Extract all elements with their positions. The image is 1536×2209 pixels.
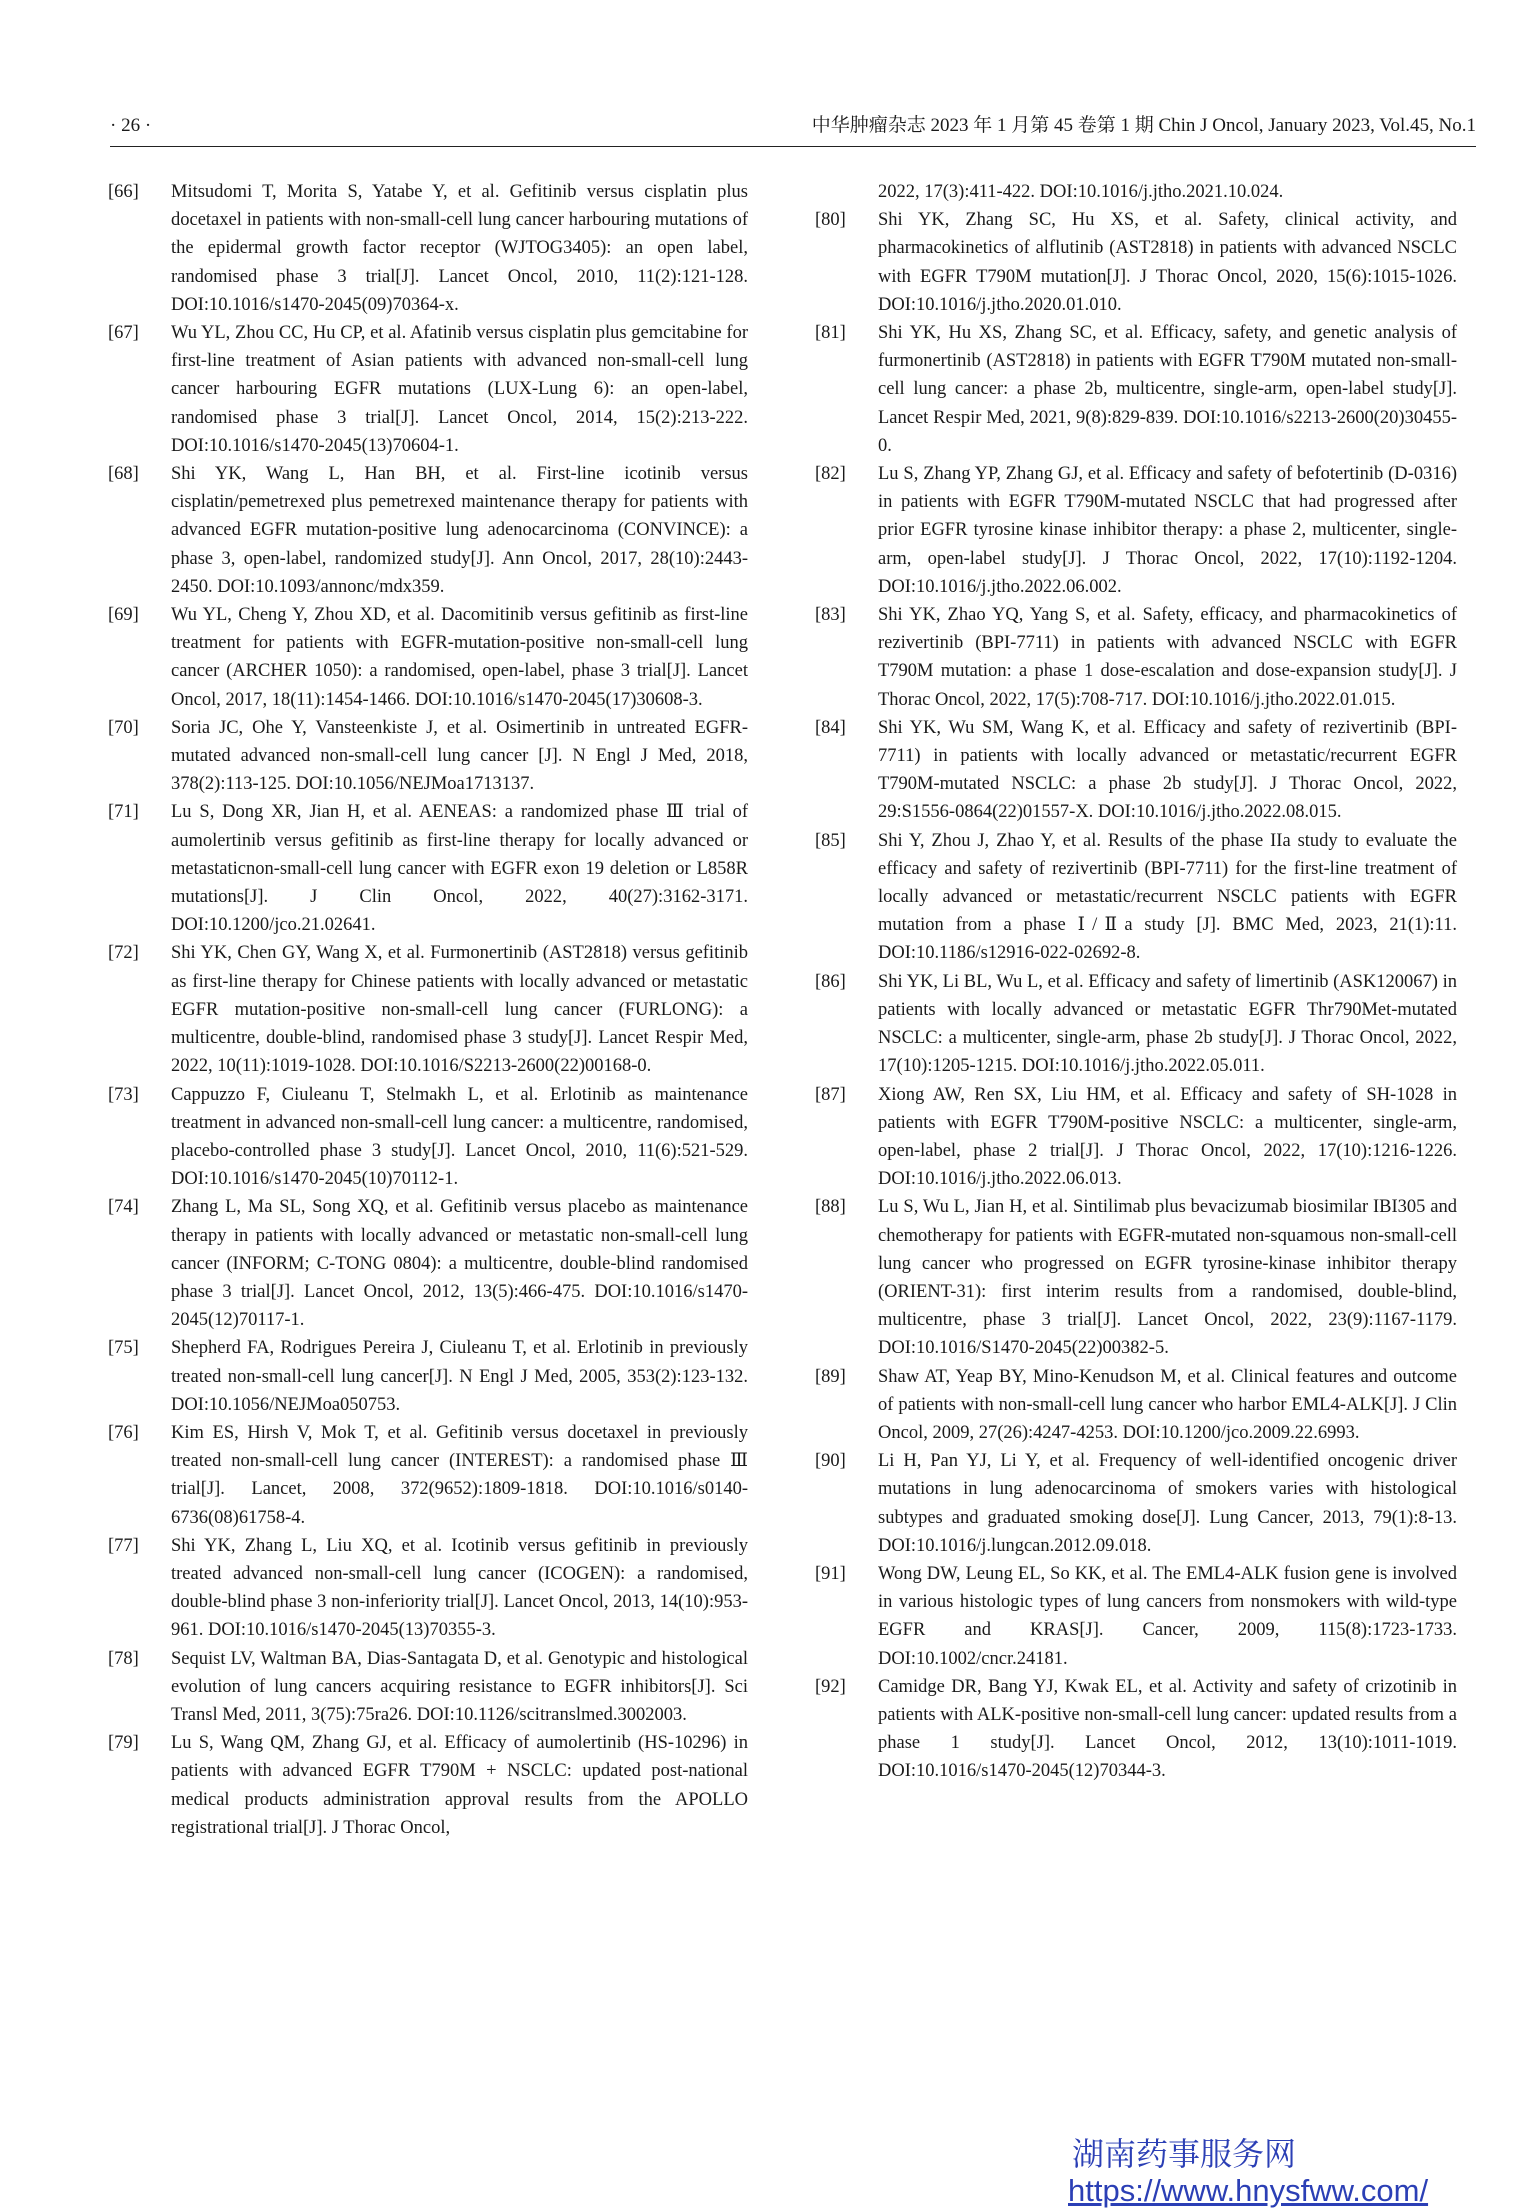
watermark-site-name: 湖南药事服务网 — [1072, 2135, 1297, 2173]
reference-column-right — [815, 178, 1457, 1786]
reference-entry — [108, 601, 748, 714]
reference-entry — [108, 460, 748, 601]
reference-number: [67] — [108, 323, 139, 344]
reference-entry — [815, 1193, 1457, 1362]
reference-text: Wong DW, Leung EL, So KK, et al. The EML4-ALK fusion gene is involved in various histologic types of lung cancers from nonsmokers with wild-type EGFR and KRAS[J]. Cancer, 2009, 115(8):1723-1733. DOI:10.1002/cncr.24181. — [878, 1563, 1457, 1669]
reference-entry — [108, 714, 748, 799]
reference-entry — [815, 1363, 1457, 1448]
reference-number: [85] — [815, 830, 846, 851]
reference-number: [73] — [108, 1084, 139, 1105]
reference-entry — [108, 1334, 748, 1419]
reference-entry — [108, 1193, 748, 1334]
reference-number: [86] — [815, 971, 846, 992]
reference-number: [76] — [108, 1422, 139, 1443]
reference-number: [70] — [108, 717, 139, 738]
reference-number: [74] — [108, 1197, 139, 1218]
reference-text: Shi YK, Wu SM, Wang K, et al. Efficacy and safety of rezivertinib (BPI-7711) in patients with locally advanced or metastatic/recurrent EGFR T790M-mutated NSCLC: a phase 2b study[J]. J Thorac Oncol, 2022, 29:S1556-0864(22)01557-X. DOI:10.1016/j.jtho.2022.08.015. — [878, 717, 1457, 823]
reference-text: Sequist LV, Waltman BA, Dias-Santagata D, et al. Genotypic and histological evolution of lung cancers acquiring resistance to EGFR inhibitors[J]. Sci Transl Med, 2011, 3(75):75ra26. DOI:10.1126/scitranslmed.3002003. — [171, 1648, 748, 1725]
reference-text: Shi YK, Zhao YQ, Yang S, et al. Safety, efficacy, and pharmacokinetics of rezivertinib (BPI-7711) in patients with advanced NSCLC with EGFR T790M mutation: a phase 1 dose-escalation and dose-expansion study[J]. J Thorac Oncol, 2022, 17(5):708-717. DOI:10.1016/j.jtho.2022.01.015. — [878, 605, 1457, 710]
watermark-url-link[interactable]: https://www.hnysfww.com/ — [1068, 2173, 1429, 2208]
reference-text: Lu S, Wang QM, Zhang GJ, et al. Efficacy of aumolertinib (HS-10296) in patients with advanced EGFR T790M + NSCLC: updated post-national medical products administration approval results from the APOLLO registrational trial[J]. J Thorac Oncol, — [171, 1733, 748, 1838]
reference-entry — [108, 1645, 748, 1730]
reference-column-left — [108, 178, 748, 1842]
reference-number: [87] — [815, 1084, 846, 1105]
reference-number: [83] — [815, 605, 846, 626]
reference-number: [81] — [815, 323, 846, 344]
reference-text: Wu YL, Zhou CC, Hu CP, et al. Afatinib versus cisplatin plus gemcitabine for first-line treatment of Asian patients with advanced non-small-cell lung cancer harbouring EGFR mutations (LUX-Lung 6): an open-label, randomised phase 3 trial[J]. Lancet Oncol, 2014, 15(2):213-222. DOI:10.1016/s1470-2045(13)70604-1. — [171, 323, 748, 456]
reference-entry — [108, 1532, 748, 1645]
reference-text: Lu S, Zhang YP, Zhang GJ, et al. Efficacy and safety of befotertinib (D-0316) in patients with EGFR T790M-mutated NSCLC that had progressed after prior EGFR tyrosine kinase inhibitor therapy: a phase 2, multicenter, single-arm, open-label study[J]. J Thorac Oncol, 2022, 17(10):1192-1204. DOI:10.1016/j.jtho.2022.06.002. — [878, 464, 1457, 597]
reference-text: Xiong AW, Ren SX, Liu HM, et al. Efficacy and safety of SH-1028 in patients with EGFR T790M-positive NSCLC: a multicenter, single-arm, open-label, phase 2 trial[J]. J Thorac Oncol, 2022, 17(10):1216-1226. DOI:10.1016/j.jtho.2022.06.013. — [878, 1084, 1457, 1190]
reference-entry — [815, 1081, 1457, 1194]
reference-text: Lu S, Dong XR, Jian H, et al. AENEAS: a randomized phase Ⅲ trial of aumolertinib versus gefitinib as first-line therapy for locally advanced or metastaticnon-small-cell lung cancer with EGFR exon 19 deletion or L858R mutations[J]. J Clin Oncol, 2022, 40(27):3162-3171. DOI:10.1200/jco.21.02641. — [171, 802, 748, 936]
reference-entry — [815, 968, 1457, 1081]
reference-text: Kim ES, Hirsh V, Mok T, et al. Gefitinib versus docetaxel in previously treated non-small-cell lung cancer (INTEREST): a randomised phase Ⅲ trial[J]. Lancet, 2008, 372(9652):1809-1818. DOI:10.1016/s0140-6736(08)61758-4. — [171, 1422, 748, 1528]
reference-number: [78] — [108, 1648, 139, 1669]
reference-number: [82] — [815, 464, 846, 485]
running-header — [110, 112, 1476, 140]
reference-number: [92] — [815, 1676, 846, 1697]
reference-number: [66] — [108, 182, 139, 202]
header-rule — [110, 146, 1476, 147]
reference-continuation: 2022, 17(3):411-422. DOI:10.1016/j.jtho.2021.10.024. — [878, 182, 1284, 202]
reference-text: Li H, Pan YJ, Li Y, et al. Frequency of well-identified oncogenic driver mutations in lung adenocarcinoma of smokers varies with histological subtypes and graduated smoking dose[J]. Lung Cancer, 2013, 79(1):8-13. DOI:10.1016/j.lungcan.2012.09.018. — [878, 1451, 1457, 1556]
reference-number: [89] — [815, 1366, 846, 1387]
reference-text: Zhang L, Ma SL, Song XQ, et al. Gefitinib versus placebo as maintenance therapy in patients with locally advanced or metastatic non-small-cell lung cancer (INFORM; C-TONG 0804): a multicentre, double-blind randomised phase 3 trial[J]. Lancet Oncol, 2012, 13(5):466-475. DOI:10.1016/s1470-2045(12)70117-1. — [171, 1197, 748, 1331]
reference-entry — [815, 206, 1457, 319]
reference-entry — [108, 1081, 748, 1194]
reference-entry — [815, 460, 1457, 601]
reference-text: Shi YK, Chen GY, Wang X, et al. Furmonertinib (AST2818) versus gefitinib as first-line therapy for Chinese patients with locally advanced or metastatic EGFR mutation-positive non-small-cell lung cancer (FURLONG): a multicentre, double-blind, randomised phase 3 study[J]. Lancet Respir Med, 2022, 10(11):1019-1028. DOI:10.1016/S2213-2600(22)00168-0. — [171, 943, 748, 1077]
reference-entry — [815, 601, 1457, 714]
reference-number: [84] — [815, 717, 846, 738]
reference-number: [75] — [108, 1338, 139, 1359]
reference-number: [71] — [108, 802, 139, 823]
reference-text: Wu YL, Cheng Y, Zhou XD, et al. Dacomitinib versus gefitinib as first-line treatment for patients with EGFR-mutation-positive non-small-cell lung cancer (ARCHER 1050): a randomised, open-label, phase 3 trial[J]. Lancet Oncol, 2017, 18(11):1454-1466. DOI:10.1016/s1470-2045(17)30608-3. — [171, 605, 748, 710]
reference-entry — [815, 1447, 1457, 1560]
reference-number: [68] — [108, 464, 139, 485]
reference-text: Shi YK, Li BL, Wu L, et al. Efficacy and safety of limertinib (ASK120067) in patients with locally advanced or metastatic EGFR Thr790Met-mutated NSCLC: a multicenter, single-arm, phase 2b study[J]. J Thorac Oncol, 2022, 17(10):1205-1215. DOI:10.1016/j.jtho.2022.05.011. — [878, 971, 1457, 1077]
reference-entry — [108, 798, 748, 939]
reference-entry — [108, 319, 748, 460]
reference-text: Shi YK, Hu XS, Zhang SC, et al. Efficacy, safety, and genetic analysis of furmonertinib (AST2818) in patients with EGFR T790M mutated non-small-cell lung cancer: a phase 2b, multicentre, single-arm, open-label study[J]. Lancet Respir Med, 2021, 9(8):829-839. DOI:10.1016/s2213-2600(20)30455-0. — [878, 323, 1457, 456]
page-number: · 26 · — [110, 115, 152, 136]
reference-entry — [815, 319, 1457, 460]
reference-entry — [108, 1419, 748, 1532]
reference-number: [72] — [108, 943, 139, 964]
reference-entry — [815, 1673, 1457, 1786]
reference-number: [69] — [108, 605, 139, 626]
site-watermark — [1068, 2135, 1468, 2209]
reference-entry — [815, 827, 1457, 968]
reference-text: Shepherd FA, Rodrigues Pereira J, Ciuleanu T, et al. Erlotinib in previously treated non-small-cell lung cancer[J]. N Engl J Med, 2005, 353(2):123-132. DOI:10.1056/NEJMoa050753. — [171, 1338, 748, 1415]
reference-entry — [108, 1729, 748, 1842]
reference-text: Cappuzzo F, Ciuleanu T, Stelmakh L, et al. Erlotinib as maintenance treatment in advanced non-small-cell lung cancer: a multicentre, randomised, placebo-controlled phase 3 study[J]. Lancet Oncol, 2010, 11(6):521-529. DOI:10.1016/s1470-2045(10)70112-1. — [171, 1084, 748, 1190]
reference-number: [77] — [108, 1535, 139, 1556]
reference-entry — [815, 1560, 1457, 1673]
reference-text: Shaw AT, Yeap BY, Mino-Kenudson M, et al. Clinical features and outcome of patients with non-small-cell lung cancer who harbor EML4-ALK[J]. J Clin Oncol, 2009, 27(26):4247-4253. DOI:10.1200/jco.2009.22.6993. — [878, 1366, 1457, 1443]
reference-text: Soria JC, Ohe Y, Vansteenkiste J, et al. Osimertinib in untreated EGFR-mutated advanced non-small-cell lung cancer [J]. N Engl J Med, 2018, 378(2):113-125. DOI:10.1056/NEJMoa1713137. — [171, 717, 748, 795]
reference-text: Shi Y, Zhou J, Zhao Y, et al. Results of the phase IIa study to evaluate the efficacy and safety of rezivertinib (BPI-7711) for the first-line treatment of locally advanced or metastatic/recurrent NSCLC patients with EGFR mutation from a phase Ⅰ/Ⅱa study [J]. BMC Med, 2023, 21(1):11. DOI:10.1186/s12916-022-02692-8. — [878, 830, 1457, 964]
reference-number: [80] — [815, 210, 846, 231]
reference-text: Camidge DR, Bang YJ, Kwak EL, et al. Activity and safety of crizotinib in patients with ALK-positive non-small-cell lung cancer: updated results from a phase 1 study[J]. Lancet Oncol, 2012, 13(10):1011-1019. DOI:10.1016/s1470-2045(12)70344-3. — [878, 1676, 1457, 1782]
reference-entry — [815, 714, 1457, 827]
journal-citation: 中华肿瘤杂志 2023 年 1 月第 45 卷第 1 期 Chin J Oncol, January 2023, Vol.45, No.1 — [811, 115, 1476, 136]
reference-number: [90] — [815, 1451, 846, 1472]
reference-text: Mitsudomi T, Morita S, Yatabe Y, et al. Gefitinib versus cisplatin plus docetaxel in patients with non-small-cell lung cancer harbouring mutations of the epidermal growth factor receptor (WJTOG3405): an open label, randomised phase 3 trial[J]. Lancet Oncol, 2010, 11(2):121-128. DOI:10.1016/s1470-2045(09)70364-x. — [171, 182, 748, 315]
reference-text: Shi YK, Wang L, Han BH, et al. First-line icotinib versus cisplatin/pemetrexed plus pemetrexed maintenance therapy for patients with advanced EGFR mutation-positive lung adenocarcinoma (CONVINCE): a phase 3, open-label, randomized study[J]. Ann Oncol, 2017, 28(10):2443-2450. DOI:10.1093/annonc/mdx359. — [171, 464, 748, 597]
reference-number: [79] — [108, 1733, 139, 1754]
reference-entry — [108, 939, 748, 1080]
reference-entry — [108, 178, 748, 319]
reference-number: [88] — [815, 1197, 846, 1218]
reference-text: Lu S, Wu L, Jian H, et al. Sintilimab plus bevacizumab biosimilar IBI305 and chemotherapy for patients with EGFR-mutated non-squamous non-small-cell lung cancer who progressed on EGFR tyrosine-kinase inhibitor therapy (ORIENT-31): first interim results from a randomised, double-blind, multicentre, phase 3 trial[J]. Lancet Oncol, 2022, 23(9):1167-1179. DOI:10.1016/S1470-2045(22)00382-5. — [878, 1197, 1457, 1359]
reference-text: Shi YK, Zhang SC, Hu XS, et al. Safety, clinical activity, and pharmacokinetics of alflutinib (AST2818) in patients with advanced NSCLC with EGFR T790M mutation[J]. J Thorac Oncol, 2020, 15(6):1015-1026. DOI:10.1016/j.jtho.2020.01.010. — [878, 210, 1457, 315]
reference-text: Shi YK, Zhang L, Liu XQ, et al. Icotinib versus gefitinib in previously treated advanced non-small-cell lung cancer (ICOGEN): a randomised, double-blind phase 3 non-inferiority trial[J]. Lancet Oncol, 2013, 14(10):953-961. DOI:10.1016/s1470-2045(13)70355-3. — [171, 1535, 748, 1641]
reference-number: [91] — [815, 1563, 846, 1584]
